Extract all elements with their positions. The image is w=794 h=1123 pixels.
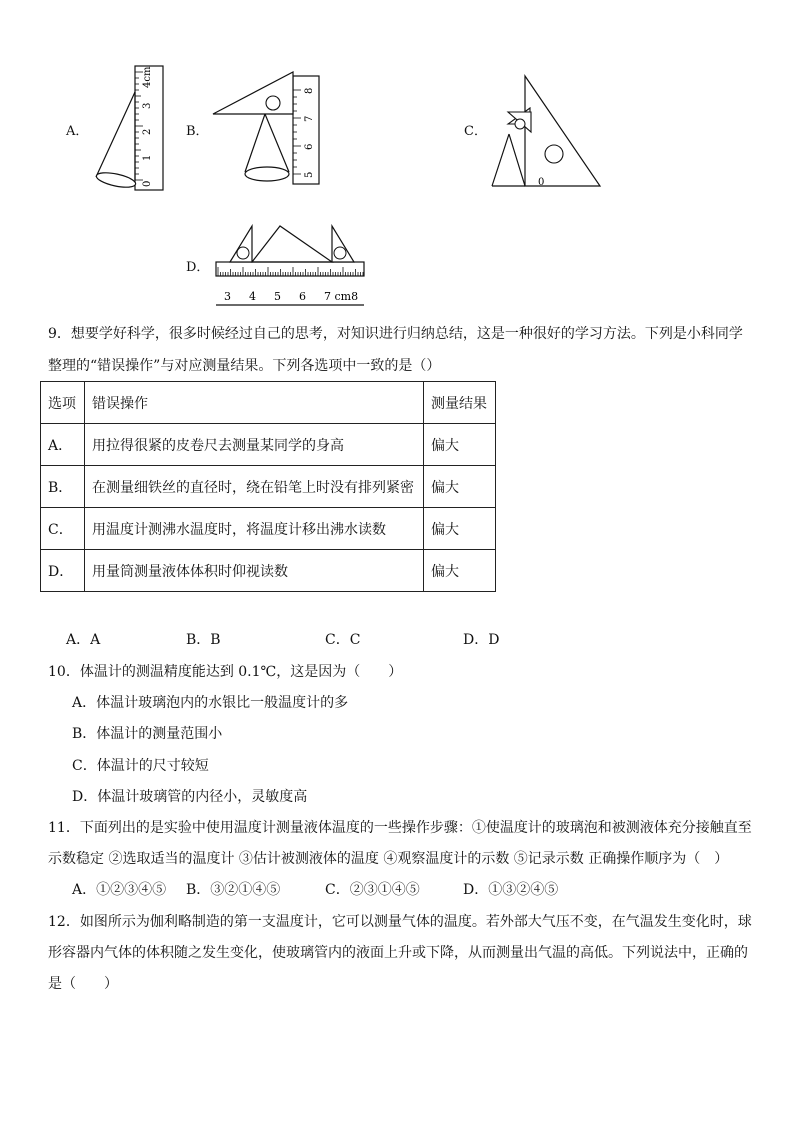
q10-stem: 10．体温计的测温精度能达到 0.1℃，这是因为（ ） bbox=[48, 664, 403, 680]
figure-c-zero: 0 bbox=[538, 177, 545, 188]
q9-table bbox=[40, 381, 496, 592]
table-cell: A． bbox=[41, 424, 85, 466]
figure-a-cone-ruler bbox=[90, 62, 170, 192]
figure-a-tick-1: 1 bbox=[142, 154, 153, 161]
q9-choice-b[interactable]: B．B bbox=[186, 632, 221, 648]
table-row bbox=[41, 424, 496, 466]
q12-line2: 形容器内气体的体积随之发生变化，使玻璃管内的液面上升或下降，从而测量出气温的高低。下列说法中，正确的 bbox=[48, 945, 748, 961]
q10-option-c[interactable]: C．体温计的尺寸较短 bbox=[72, 758, 209, 774]
q11-choice-b[interactable]: B．③②①④⑤ bbox=[186, 882, 281, 898]
figure-a-tick-4: 4cm bbox=[142, 66, 153, 88]
figure-d-ruler-triangles bbox=[212, 222, 368, 308]
q11-stem-line1: 11．下面列出的是实验中使用温度计测量液体温度的一些操作步骤：①使温度计的玻璃泡和被测液体充分接触直至 bbox=[48, 820, 752, 836]
figure-b-tick-7: 7 bbox=[304, 115, 315, 122]
table-row bbox=[41, 466, 496, 508]
figure-d-tick-5: 5 bbox=[274, 290, 281, 303]
figure-d-tick-4: 4 bbox=[249, 290, 256, 303]
figure-a-label: A． bbox=[66, 124, 89, 139]
figure-b-tick-8: 8 bbox=[304, 87, 315, 94]
table-header-cell: 错误操作 bbox=[85, 382, 424, 424]
q9-choice-d[interactable]: D．D bbox=[463, 632, 500, 648]
figure-b-triangle-ruler bbox=[205, 70, 325, 190]
table-cell: 用量筒测量液体体积时仰视读数 bbox=[85, 550, 424, 592]
figure-d-tick-3: 3 bbox=[224, 290, 231, 303]
q11-choice-a[interactable]: A．①②③④⑤ bbox=[72, 882, 167, 898]
figure-a-tick-0: 0 bbox=[142, 180, 153, 187]
table-cell: 偏大 bbox=[424, 508, 496, 550]
table-row bbox=[41, 550, 496, 592]
q11-stem-line2: 示数稳定 ②选取适当的温度计 ③估计被测液体的温度 ④观察温度计的示数 ⑤记录示数 正确操作顺序为（ ） bbox=[48, 851, 729, 867]
table-header-row bbox=[41, 382, 496, 424]
figure-a-tick-2: 2 bbox=[142, 128, 153, 135]
q9-stem-line2: 整理的“错误操作”与对应测量结果。下列各选项中一致的是（） bbox=[48, 358, 441, 374]
table-cell: 在测量细铁丝的直径时，绕在铅笔上时没有排列紧密 bbox=[85, 466, 424, 508]
table-cell: C． bbox=[41, 508, 85, 550]
table-header-cell: 测量结果 bbox=[424, 382, 496, 424]
q10-option-d[interactable]: D．体温计玻璃管的内径小，灵敏度高 bbox=[72, 789, 308, 805]
q11-choice-c[interactable]: C．②③①④⑤ bbox=[325, 882, 420, 898]
figure-c-triangles bbox=[488, 72, 608, 192]
table-cell: D． bbox=[41, 550, 85, 592]
q12-line3: 是（ ） bbox=[48, 976, 118, 992]
q11-choice-d[interactable]: D．①③②④⑤ bbox=[463, 882, 559, 898]
table-row bbox=[41, 508, 496, 550]
figure-b-tick-6: 6 bbox=[304, 143, 315, 150]
figure-d-tick-6: 6 bbox=[299, 290, 306, 303]
q9-stem-line1: 9．想要学好科学，很多时候经过自己的思考，对知识进行归纳总结，这是一种很好的学习方法。下列是小科同学 bbox=[48, 326, 743, 342]
figure-a-tick-3: 3 bbox=[142, 102, 153, 109]
table-header-cell: 选项 bbox=[41, 382, 85, 424]
q9-choice-c[interactable]: C．C bbox=[325, 632, 361, 648]
q10-option-a[interactable]: A．体温计玻璃泡内的水银比一般温度计的多 bbox=[72, 695, 349, 711]
figure-d-tick-7: 7 cm8 bbox=[324, 290, 359, 303]
table-cell: 偏大 bbox=[424, 550, 496, 592]
figure-d-label: D． bbox=[186, 260, 210, 275]
table-cell: 偏大 bbox=[424, 424, 496, 466]
table-cell: B． bbox=[41, 466, 85, 508]
q12-line1: 12．如图所示为伽利略制造的第一支温度计，它可以测量气体的温度。若外部大气压不变，在气温发生变化时，球 bbox=[48, 914, 752, 930]
figure-b-label: B． bbox=[186, 124, 209, 139]
q9-choice-a[interactable]: A．A bbox=[66, 632, 101, 648]
table-cell: 偏大 bbox=[424, 466, 496, 508]
figure-b-tick-5: 5 bbox=[304, 171, 315, 178]
figure-c-label: C． bbox=[464, 124, 487, 139]
table-cell: 用拉得很紧的皮卷尺去测量某同学的身高 bbox=[85, 424, 424, 466]
q10-option-b[interactable]: B．体温计的测量范围小 bbox=[72, 726, 223, 742]
table-cell: 用温度计测沸水温度时，将温度计移出沸水读数 bbox=[85, 508, 424, 550]
